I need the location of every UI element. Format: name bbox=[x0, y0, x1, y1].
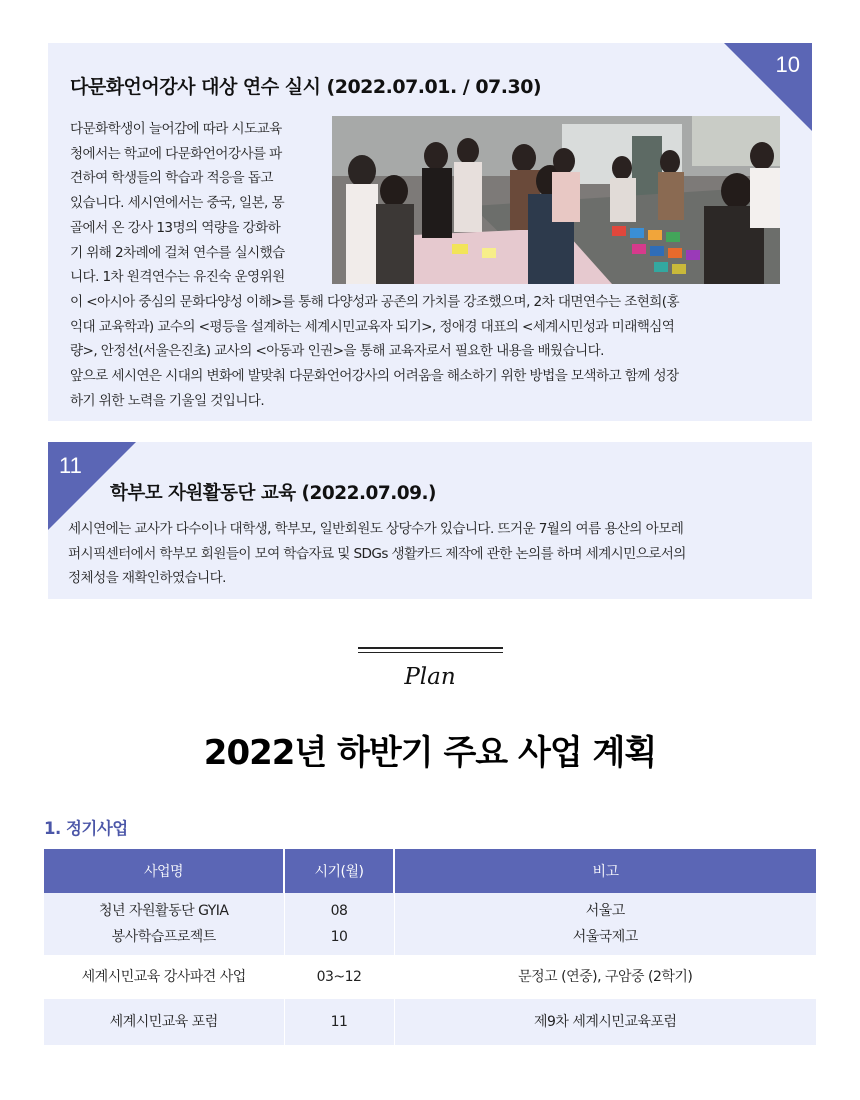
table-row bbox=[44, 893, 816, 955]
body-line: 기 위해 2차례에 걸쳐 연수를 실시했습 bbox=[70, 244, 285, 261]
page-title: 2022년 하반기 주요 사업 계획 bbox=[203, 733, 657, 773]
section-number: 10 bbox=[775, 52, 800, 77]
project-note: 제9차 세계시민교육포럼 bbox=[533, 1014, 677, 1030]
column-header-name: 사업명 bbox=[44, 849, 284, 893]
project-period: 03~12 bbox=[316, 969, 362, 985]
project-name: 세계시민교육 포럼 bbox=[109, 1014, 218, 1030]
column-header-note: 비고 bbox=[394, 849, 816, 893]
project-period: 08 bbox=[330, 903, 348, 919]
section-11-card bbox=[48, 442, 812, 599]
project-name: 봉사학습프로젝트 bbox=[111, 929, 216, 945]
project-period-cell bbox=[284, 999, 394, 1045]
column-header-period: 시기(월) bbox=[284, 849, 394, 893]
body-line: 앞으로 세시연은 시대의 변화에 발맞춰 다문화언어강사의 어려움을 해소하기 위한 방법을 모색하고 함께 성장 bbox=[70, 368, 679, 385]
project-period-cell bbox=[284, 893, 394, 955]
body-line: 퍼시픽센터에서 학부모 회원들이 모여 학습자료 및 SDGs 생활카드 제작에 관한 논의를 하며 세계시민으로서의 bbox=[68, 545, 686, 562]
section-body-wrapped bbox=[70, 117, 324, 290]
table-header-row bbox=[44, 849, 816, 893]
body-line: 골에서 온 강사 13명의 역량을 강화하 bbox=[70, 219, 281, 236]
workshop-photo-illustration bbox=[332, 116, 780, 284]
body-line: 다문화학생이 늘어감에 따라 시도교육 bbox=[70, 121, 282, 137]
body-line: 세시연에는 교사가 다수이나 대학생, 학부모, 일반회원도 상당수가 있습니다. 뜨거운 7월의 여름 용산의 아모레 bbox=[68, 521, 684, 537]
body-line: 량>, 안정선(서울은진초) 교사의 <아동과 인권>을 통해 교육자로서 필요한 내용을 배웠습니다. bbox=[70, 343, 604, 360]
project-note-cell bbox=[394, 955, 816, 999]
body-line: 하기 위한 노력을 기울일 것입니다. bbox=[70, 392, 265, 409]
body-line: 니다. 1차 원격연수는 유진숙 운영위원 bbox=[70, 269, 285, 286]
project-note: 서울국제고 bbox=[572, 929, 638, 945]
project-period: 11 bbox=[330, 1014, 348, 1030]
project-name-cell bbox=[44, 999, 284, 1045]
section-title: 학부모 자원활동단 교육 (2022.07.09.) bbox=[110, 483, 437, 504]
body-line: 있습니다. 세시연에서는 중국, 일본, 몽 bbox=[70, 195, 285, 212]
body-line: 이 <아시아 중심의 문화다양성 이해>를 통해 다양성과 공존의 가치를 강조했으며, 2차 대면연수는 조현희(홍 bbox=[70, 294, 680, 310]
plan-divider bbox=[358, 652, 503, 653]
section-number: 11 bbox=[59, 453, 82, 478]
body-line: 견하여 학생들의 학습과 적응을 돕고 bbox=[70, 170, 273, 187]
section-title: 다문화언어강사 대상 연수 실시 (2022.07.01. / 07.30) bbox=[70, 76, 542, 98]
project-note: 서울고 bbox=[585, 903, 625, 919]
table-row bbox=[44, 999, 816, 1045]
regular-projects-heading: 1. 정기사업 bbox=[44, 819, 128, 838]
project-period-cell bbox=[284, 955, 394, 999]
section-body-full bbox=[70, 290, 804, 414]
body-line: 청에서는 학교에 다문화언어강사를 파 bbox=[70, 145, 282, 162]
body-line: 익대 교육학과) 교수의 <평등을 설계하는 세계시민교육자 되기>, 정애경 대표의 <세계시민성과 미래핵심역 bbox=[70, 318, 675, 335]
project-note: 문정고 (연중), 구암중 (2학기) bbox=[518, 969, 693, 985]
project-note-cell bbox=[394, 999, 816, 1045]
regular-projects-table bbox=[44, 849, 816, 1045]
body-line: 정체성을 재확인하였습니다. bbox=[68, 570, 226, 587]
project-name: 세계시민교육 강사파견 사업 bbox=[81, 969, 246, 985]
plan-label: Plan bbox=[404, 664, 456, 690]
workshop-photo bbox=[332, 116, 780, 284]
project-name-cell bbox=[44, 955, 284, 999]
project-period: 10 bbox=[330, 929, 348, 945]
project-name: 청년 자원활동단 GYIA bbox=[99, 903, 229, 919]
plan-divider bbox=[358, 647, 503, 649]
project-name-cell bbox=[44, 893, 284, 955]
table-row bbox=[44, 955, 816, 999]
project-note-cell bbox=[394, 893, 816, 955]
section-body bbox=[68, 517, 808, 591]
section-10-card bbox=[48, 43, 812, 421]
